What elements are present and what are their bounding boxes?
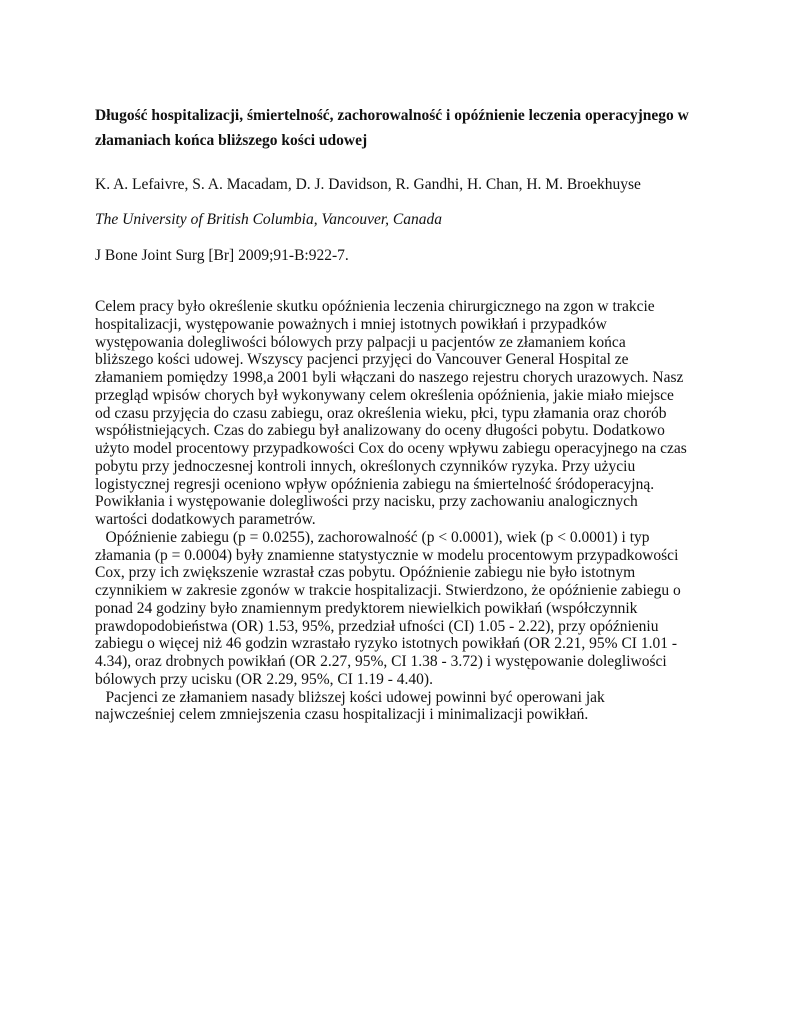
document-title bbox=[95, 103, 715, 153]
abstract-line: hospitalizacji, występowanie poważnych i mniej istotnych powikłań i przypadków bbox=[95, 315, 607, 333]
title-line: złamaniach końca bliższego kości udowej bbox=[95, 132, 368, 149]
abstract-line: przegląd wpisów chorych był wykonywany celem określenia opóźnienia, jakie miało miejsce bbox=[95, 386, 674, 404]
abstract-line: od czasu przyjęcia do czasu zabiegu, oraz określenia wieku, płci, typu złamania oraz chorób bbox=[95, 404, 667, 422]
abstract-line: Powikłania i występowanie dolegliwości przy nacisku, przy zachowaniu analogicznych bbox=[95, 493, 638, 511]
abstract-line: 4.34), oraz drobnych powikłań (OR 2.27, 95%, CI 1.38 - 3.72) i występowanie dolegliwości bbox=[95, 653, 667, 670]
abstract-body bbox=[95, 298, 715, 724]
abstract-line: użyto model procentowy przypadkowości Cox do oceny wpływu zabiegu operacyjnego na czas bbox=[95, 440, 687, 457]
abstract-line: Cox, przy ich zwiększenie wzrastał czas pobytu. Opóźnienie zabiegu nie było istotnym bbox=[95, 564, 636, 582]
abstract-line: bliższego kości udowej. Wszyscy pacjenci przyjęci do Vancouver General Hospital ze bbox=[95, 351, 629, 369]
affiliation: The University of British Columbia, Vancouver, Canada bbox=[95, 211, 443, 228]
abstract-line: Pacjenci ze złamaniem nasady bliższej kości udowej powinni być operowani jak bbox=[105, 688, 605, 706]
abstract-line: najwcześniej celem zmniejszenia czasu hospitalizacji i minimalizacji powikłań. bbox=[95, 706, 589, 724]
abstract-line: występowania dolegliwości bólowych przy palpacji u pacjentów ze złamaniem końca bbox=[95, 333, 626, 351]
journal-citation: J Bone Joint Surg [Br] 2009;91-B:922-7. bbox=[95, 247, 349, 264]
abstract-line: pobytu przy jednoczesnej kontroli innych, określonych czynników ryzyka. Przy użyciu bbox=[95, 457, 636, 475]
title-line: Długość hospitalizacji, śmiertelność, zachorowalność i opóźnienie leczenia operacyjnego w bbox=[95, 107, 689, 124]
abstract-line: logistycznej regresji oceniono wpływ opóźnienia zabiegu na śmiertelność śródoperacyjną. bbox=[95, 475, 655, 493]
abstract-line: Opóźnienie zabiegu (p = 0.0255), zachorowalność (p < 0.0001), wiek (p < 0.0001) i typ bbox=[105, 528, 650, 546]
abstract-line: czynnikiem w zakresie zgonów w trakcie hospitalizacji. Stwierdzono, że opóźnienie zabiegu o bbox=[95, 582, 681, 599]
abstract-line: Celem pracy było określenie skutku opóźnienia leczenia chirurgicznego na zgon w trakcie bbox=[95, 298, 655, 315]
abstract-line: bólowych przy ucisku (OR 2.29, 95%, CI 1.19 - 4.40). bbox=[95, 670, 433, 688]
abstract-line: złamaniem pomiędzy 1998,a 2001 byli włączani do naszego rejestru chorych urazowych. Nasz bbox=[95, 369, 684, 386]
abstract-line: zabiegu o więcej niż 46 godzin wzrastało ryzyko istotnych powikłań (OR 2.21, 95% CI 1.01 - bbox=[95, 635, 677, 653]
abstract-line: złamania (p = 0.0004) były znamienne statystycznie w modelu procentowym przypadkowości bbox=[95, 546, 679, 564]
abstract-line: ponad 24 godziny było znamiennym predyktorem niewielkich powikłań (współczynnik bbox=[95, 599, 638, 617]
abstract-line: wartości dodatkowych parametrów. bbox=[95, 511, 316, 528]
abstract-line: prawdopodobieństwa (OR) 1.53, 95%, przedział ufności (CI) 1.05 - 2.22), przy opóźnieniu bbox=[95, 617, 659, 635]
author-list: K. A. Lefaivre, S. A. Macadam, D. J. Davidson, R. Gandhi, H. Chan, H. M. Broekhuyse bbox=[95, 176, 641, 193]
abstract-line: współistniejących. Czas do zabiegu był analizowany do oceny długości pobytu. Dodatkowo bbox=[95, 422, 665, 440]
